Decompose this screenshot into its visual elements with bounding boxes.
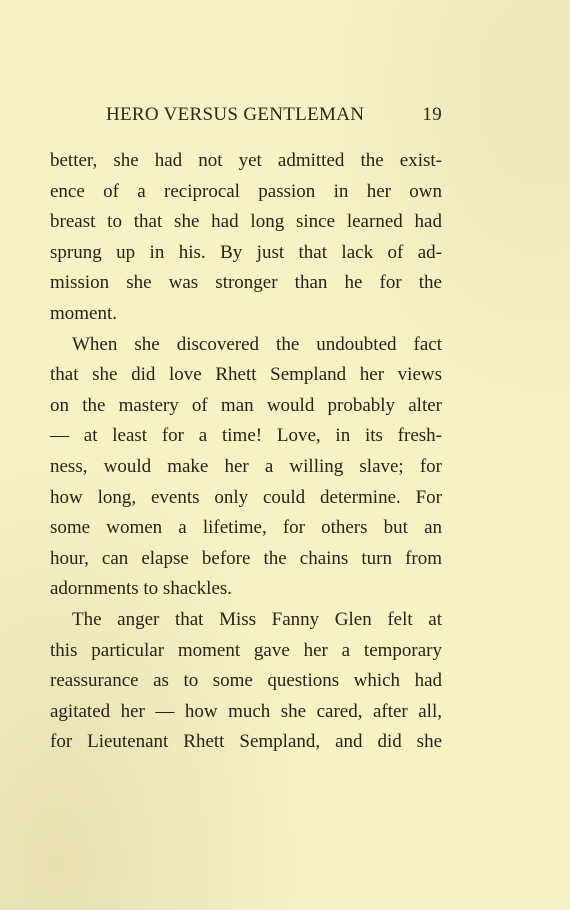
text-line: better, she had not yet admitted the exist- bbox=[50, 150, 442, 171]
text-line: hour, can elapse before the chains turn from bbox=[50, 547, 442, 569]
text-line: agitated her — how much she cared, after all, bbox=[50, 700, 442, 722]
text-line: When she discovered the undoubted fact bbox=[72, 333, 442, 355]
text-line: for Lieutenant Rhett Sempland, and did she bbox=[50, 731, 442, 753]
text-line: on the mastery of man would probably alter bbox=[50, 394, 442, 416]
page-number: 19 bbox=[422, 104, 442, 125]
running-head-title: HERO VERSUS GENTLEMAN bbox=[106, 104, 365, 125]
text-line: adornments to shackles. bbox=[50, 578, 233, 600]
text-line: ness, would make her a willing slave; for bbox=[50, 455, 442, 477]
text-line: mission she was stronger than he for the bbox=[50, 272, 442, 294]
text-line: The anger that Miss Fanny Glen felt at bbox=[72, 608, 442, 630]
text-line: this particular moment gave her a temporary bbox=[50, 639, 442, 661]
text-line: some women a lifetime, for others but an bbox=[50, 517, 442, 539]
text-line: moment. bbox=[50, 302, 118, 324]
text-line: ence of a reciprocal passion in her own bbox=[50, 180, 442, 202]
text-line: — at least for a time! Love, in its fresh- bbox=[50, 425, 442, 447]
running-head bbox=[106, 104, 442, 130]
text-line: that she did love Rhett Sempland her views bbox=[50, 364, 442, 386]
text-line: sprung up in his. By just that lack of ad- bbox=[50, 241, 442, 263]
text-line: breast to that she had long since learned had bbox=[50, 211, 442, 233]
text-line: how long, events only could determine. For bbox=[50, 486, 442, 508]
body-text bbox=[50, 146, 442, 758]
text-line: reassurance as to some questions which had bbox=[50, 670, 442, 692]
